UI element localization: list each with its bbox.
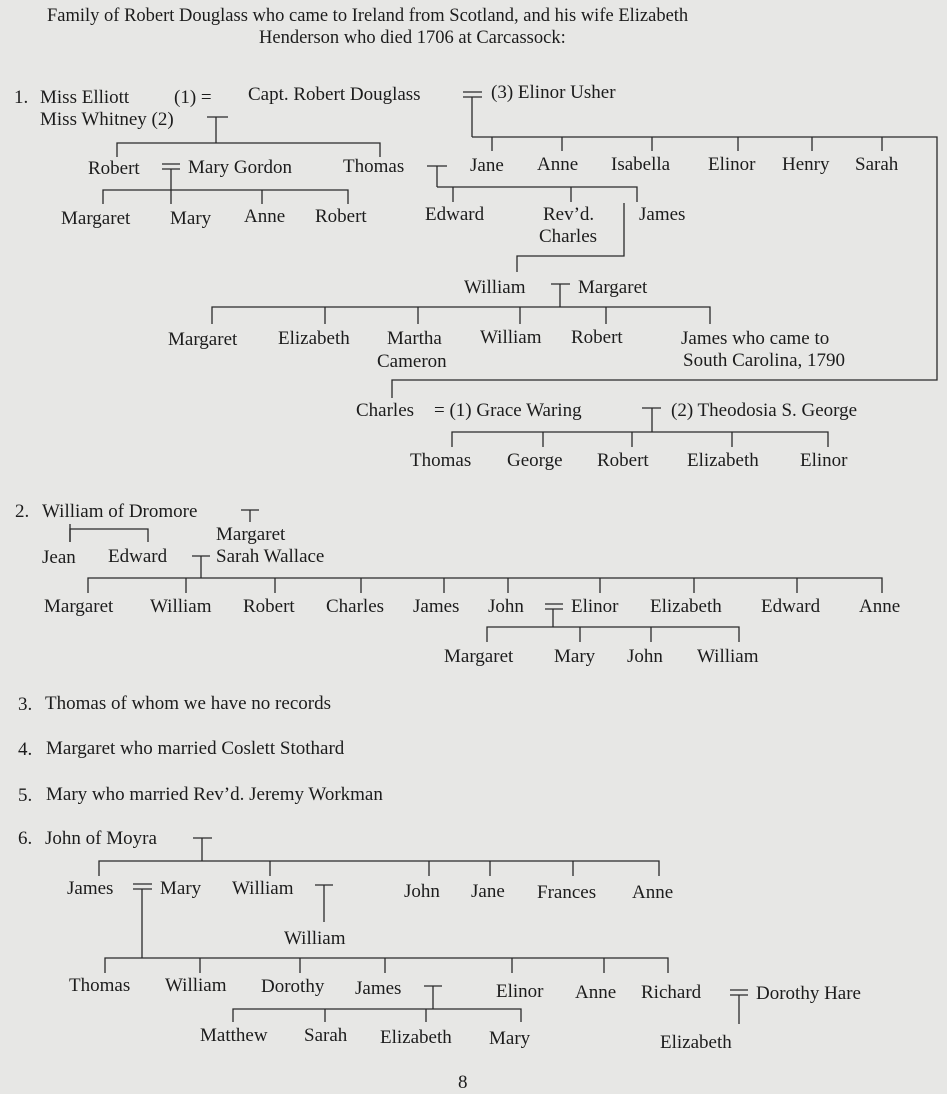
person-edward: Edward [761, 596, 821, 617]
person-mary-gordon: Mary Gordon [188, 157, 292, 178]
person-miss-whitney: Miss Whitney (2) [40, 109, 174, 130]
person-james: James [355, 978, 402, 999]
person-john: John [627, 646, 663, 667]
person-matthew: Matthew [200, 1025, 268, 1046]
person-charles: Charles [539, 226, 598, 247]
person-frances: Frances [537, 882, 597, 903]
person-robert: Robert [597, 450, 649, 471]
person-anne: Anne [632, 882, 674, 903]
entry-number: 3. [18, 694, 33, 715]
person-james-south-carolina: James who came to [681, 328, 830, 349]
person-elizabeth: Elizabeth [380, 1027, 452, 1048]
person-james-south-carolina-line2: South Carolina, 1790 [683, 350, 846, 371]
person-william: William [232, 878, 294, 899]
person-robert: Robert [571, 327, 623, 348]
person-mary: Mary [489, 1028, 531, 1049]
person-jean: Jean [42, 547, 76, 568]
person-dorothy-hare: Dorothy Hare [756, 983, 861, 1004]
person-theodosia-george: (2) Theodosia S. George [671, 400, 858, 421]
entry-number: 6. [18, 828, 33, 849]
person-anne: Anne [859, 596, 901, 617]
person-elinor-usher: (3) Elinor Usher [491, 82, 616, 103]
person-sarah-wallace: Sarah Wallace [216, 546, 325, 567]
page-title-line2: Henderson who died 1706 at Carcassock: [259, 28, 566, 48]
person-henry: Henry [782, 154, 830, 175]
entry-number: 2. [15, 501, 30, 522]
person-william: William [697, 646, 759, 667]
entry-text: Thomas of whom we have no records [45, 693, 331, 714]
person-margaret: Margaret [578, 277, 648, 298]
person-jane: Jane [470, 155, 504, 176]
person-elinor: Elinor [571, 596, 619, 617]
person-charles: Charles [356, 400, 415, 421]
person-james: James [413, 596, 460, 617]
person-elizabeth: Elizabeth [650, 596, 722, 617]
marriage-tag: (1) = [174, 87, 212, 108]
page-title-line1: Family of Robert Douglass who came to Ireland from Scotland, and his wife Elizabeth [47, 6, 689, 26]
person-william: William [464, 277, 526, 298]
person-capt-robert-douglass: Capt. Robert Douglass [248, 84, 421, 105]
entry-number: 4. [18, 739, 33, 760]
person-revd: Rev’d. [543, 204, 595, 225]
person-charles: Charles [326, 596, 385, 617]
person-edward: Edward [425, 204, 485, 225]
entry-text: Margaret who married Coslett Stothard [46, 738, 345, 759]
entry-number: 1. [14, 87, 29, 108]
person-john: John [488, 596, 524, 617]
person-thomas: Thomas [343, 156, 405, 177]
person-thomas: Thomas [69, 975, 131, 996]
person-isabella: Isabella [611, 154, 671, 175]
person-mary: Mary [170, 208, 212, 229]
person-william: William [284, 928, 346, 949]
person-robert: Robert [315, 206, 367, 227]
person-richard: Richard [641, 982, 702, 1003]
person-elizabeth: Elizabeth [687, 450, 759, 471]
person-cameron: Cameron [377, 351, 447, 372]
person-anne: Anne [537, 154, 579, 175]
person-william: William [480, 327, 542, 348]
entry-text: Mary who married Rev’d. Jeremy Workman [46, 784, 383, 805]
person-robert: Robert [243, 596, 295, 617]
person-dorothy: Dorothy [261, 976, 325, 997]
person-william: William [165, 975, 227, 996]
person-robert: Robert [88, 158, 140, 179]
person-william: William [150, 596, 212, 617]
person-margaret: Margaret [168, 329, 238, 350]
person-margaret: Margaret [44, 596, 114, 617]
person-william-of-dromore: William of Dromore [42, 501, 198, 522]
person-elinor: Elinor [708, 154, 756, 175]
person-martha: Martha [387, 328, 442, 349]
person-sarah: Sarah [304, 1025, 348, 1046]
person-elinor: Elinor [800, 450, 848, 471]
person-anne: Anne [575, 982, 617, 1003]
person-elizabeth: Elizabeth [660, 1032, 732, 1053]
person-james: James [639, 204, 686, 225]
person-mary: Mary [160, 878, 202, 899]
person-grace-waring: = (1) Grace Waring [434, 400, 582, 421]
person-george: George [507, 450, 563, 471]
entry-number: 5. [18, 785, 33, 806]
person-margaret: Margaret [61, 208, 131, 229]
person-elinor: Elinor [496, 981, 544, 1002]
person-anne: Anne [244, 206, 286, 227]
page-number: 8 [458, 1072, 468, 1093]
person-jane: Jane [471, 881, 505, 902]
person-james: James [67, 878, 114, 899]
person-elizabeth: Elizabeth [278, 328, 350, 349]
person-edward: Edward [108, 546, 168, 567]
person-margaret: Margaret [216, 524, 286, 545]
person-mary: Mary [554, 646, 596, 667]
person-margaret: Margaret [444, 646, 514, 667]
person-john-of-moyra: John of Moyra [45, 828, 157, 849]
person-john: John [404, 881, 440, 902]
person-thomas: Thomas [410, 450, 472, 471]
person-miss-elliott: Miss Elliott [40, 87, 130, 108]
person-sarah: Sarah [855, 154, 899, 175]
